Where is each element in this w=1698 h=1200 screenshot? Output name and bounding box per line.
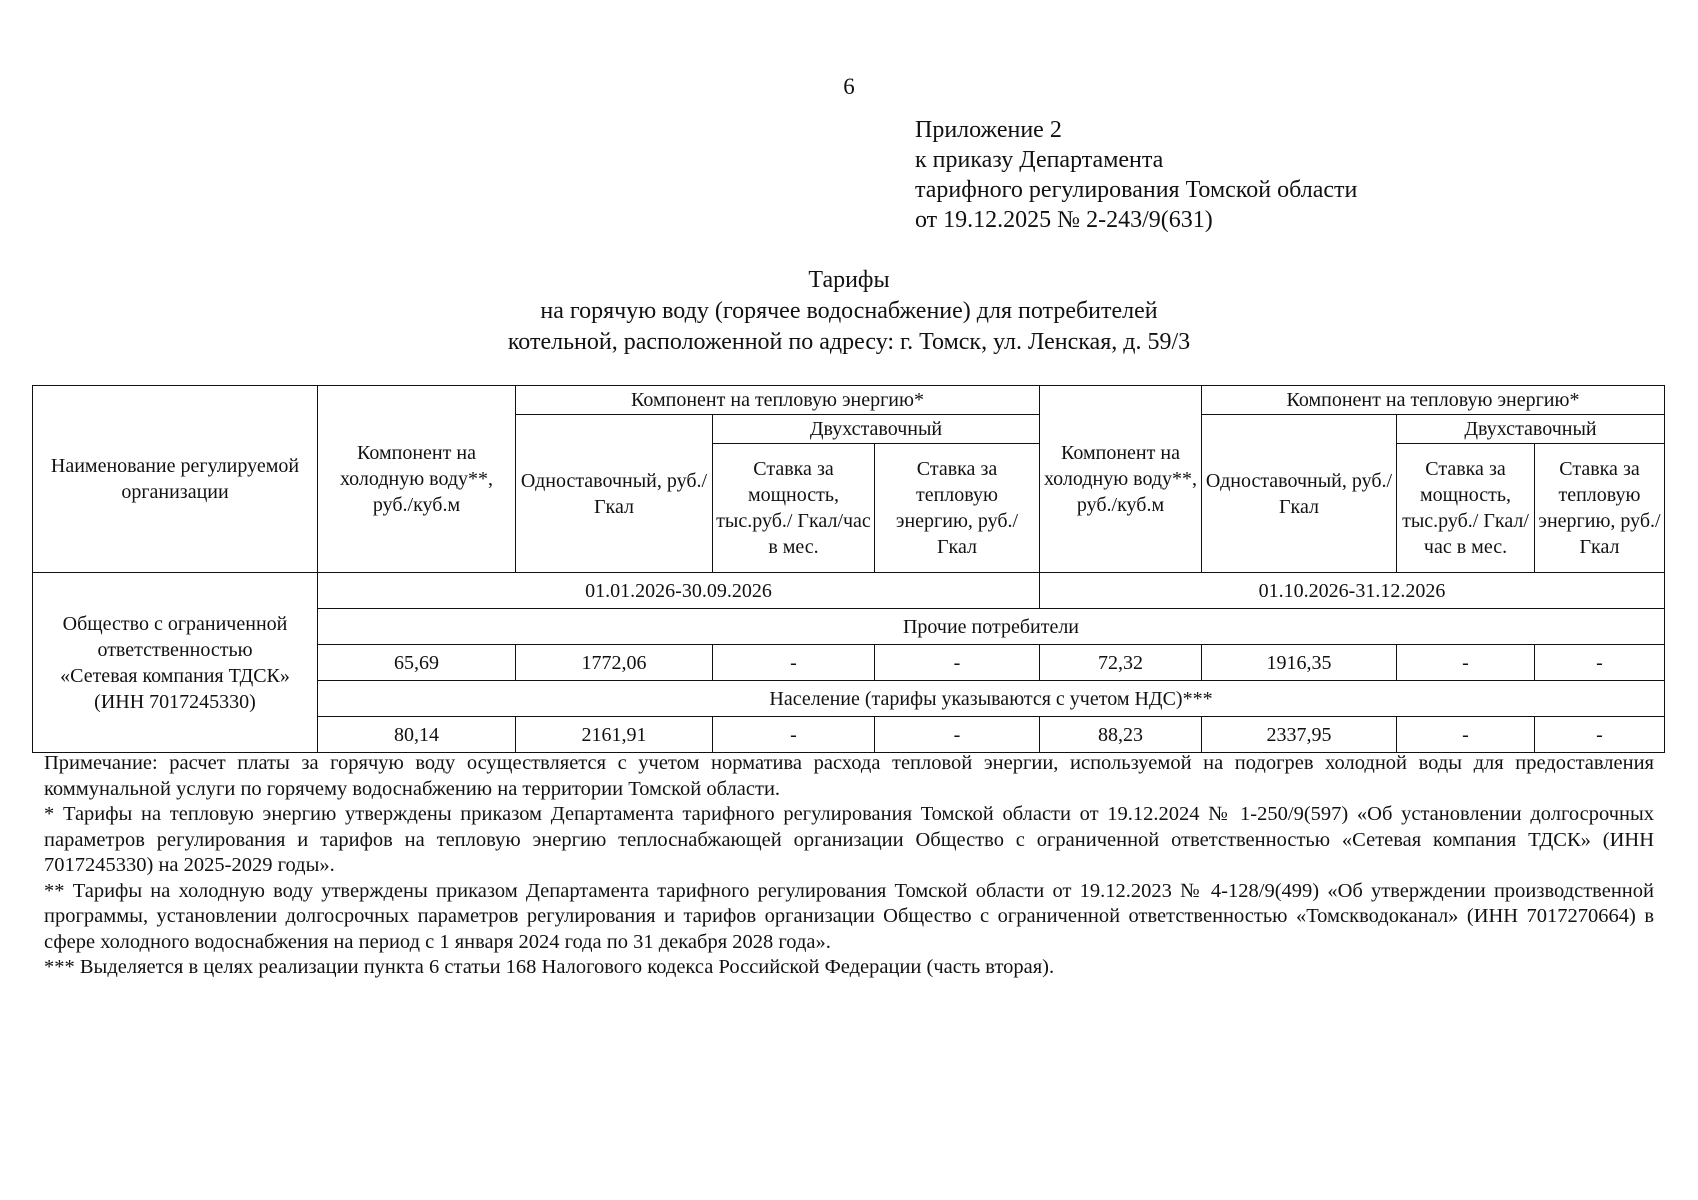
table-cell: 1916,35 — [1202, 645, 1397, 681]
table-cell: - — [1397, 717, 1535, 753]
group-population: Население (тарифы указываются с учетом НДС)*** — [318, 681, 1665, 717]
title-line: на горячую воду (горячее водоснабжение) для потребителей — [540, 298, 1158, 324]
table-cell: - — [713, 717, 875, 753]
table-cell: - — [875, 717, 1040, 753]
document-title — [0, 265, 1698, 358]
header-capacity-rate: Ставка за мощность, тыс.руб./ Гкал/час в мес. — [713, 444, 875, 573]
header-cold-water: Компонент на холодную воду**, руб./куб.м — [1040, 386, 1202, 573]
header-heat-rate: Ставка за тепловую энергию, руб./Гкал — [875, 444, 1040, 573]
appendix-line: тарифного регулирования Томской области — [915, 177, 1358, 203]
appendix-block — [915, 115, 1357, 235]
header-heat-rate: Ставка за тепловую энергию, руб./Гкал — [1535, 444, 1665, 573]
appendix-line: Приложение 2 — [915, 117, 1062, 143]
title-line: котельной, расположенной по адресу: г. Томск, ул. Ленская, д. 59/3 — [507, 329, 1191, 355]
organization-line: Общество с ограниченной — [62, 612, 288, 635]
table-cell: - — [1535, 645, 1665, 681]
header-one-rate: Одноставочный, руб./Гкал — [516, 415, 713, 573]
table-cell: 1772,06 — [516, 645, 713, 681]
header-heat-component: Компонент на тепловую энергию* — [1202, 386, 1665, 415]
note-footnote-3: *** Выделяется в целях реализации пункта 6 статьи 168 Налогового кодекса Российской Федерации (часть вторая). — [44, 956, 1055, 978]
note-footnote-1: * Тарифы на тепловую энергию утверждены приказом Департамента тарифного регулирования Томской области от 19.12.2024 № 1-250/9(597) «Об установлении долгосрочных параметров регулирования и тарифов на тепловую энергию теплоснабжающей организации Общество с ограниченной ответственностью «Сетевая компания ТДСК» (ИНН 7017245330) на 2025-2029 годы». — [44, 803, 1654, 876]
period-1: 01.01.2026-30.09.2026 — [318, 573, 1040, 609]
organization-line: ответственностью — [97, 638, 253, 661]
table-cell: - — [875, 645, 1040, 681]
appendix-line: от 19.12.2025 № 2-243/9(631) — [915, 207, 1213, 233]
table-cell: 2161,91 — [516, 717, 713, 753]
header-cold-water: Компонент на холодную воду**, руб./куб.м — [318, 386, 516, 573]
period-2: 01.10.2026-31.12.2026 — [1040, 573, 1665, 609]
table-cell: - — [1397, 645, 1535, 681]
table-cell: 72,32 — [1040, 645, 1202, 681]
appendix-line: к приказу Департамента — [915, 147, 1164, 173]
header-one-rate: Одноставочный, руб./Гкал — [1202, 415, 1397, 573]
table-cell: - — [713, 645, 875, 681]
table-cell: 80,14 — [318, 717, 516, 753]
table-cell: 2337,95 — [1202, 717, 1397, 753]
header-org-name: Наименование регулируемой организации — [33, 386, 318, 573]
note-main: Примечание: расчет платы за горячую воду осуществляется с учетом норматива расхода тепловой энергии, используемой на подогрев холодной воды для предоставления коммунальной услуги по горячему водоснабжению на территории Томской области. — [44, 752, 1654, 800]
organization-cell — [33, 573, 318, 753]
header-two-rate: Двухставочный — [713, 415, 1040, 444]
organization-line: «Сетевая компания ТДСК» — [60, 664, 290, 687]
notes-block — [44, 751, 1654, 981]
organization-line: (ИНН 7017245330) — [94, 690, 256, 713]
page-number: 6 — [843, 74, 855, 99]
header-heat-component: Компонент на тепловую энергию* — [516, 386, 1040, 415]
group-other-consumers: Прочие потребители — [318, 609, 1665, 645]
table-cell: 65,69 — [318, 645, 516, 681]
header-capacity-rate: Ставка за мощность, тыс.руб./ Гкал/час в мес. — [1397, 444, 1535, 573]
header-two-rate: Двухставочный — [1397, 415, 1665, 444]
note-footnote-2: ** Тарифы на холодную воду утверждены приказом Департамента тарифного регулирования Томской области от 19.12.2023 № 4-128/9(499) «Об утверждении производственной программы, установлении долгосрочных параметров регулирования и тарифов организации Общество с ограниченной ответственностью «Томскводоканал» (ИНН 7017270664) в сфере холодного водоснабжения на период с 1 января 2024 года по 31 декабря 2028 года». — [44, 879, 1654, 953]
tariff-table — [32, 385, 1665, 753]
table-cell: 88,23 — [1040, 717, 1202, 753]
title-line: Тарифы — [808, 267, 890, 293]
table-cell: - — [1535, 717, 1665, 753]
